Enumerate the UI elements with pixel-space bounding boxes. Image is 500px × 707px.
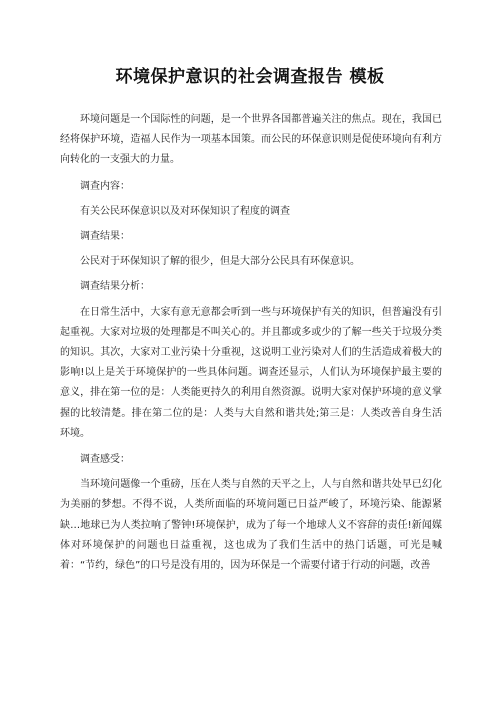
survey-feeling-paragraph: 当环境问题像一个重磅，压在人类与自然的天平之上，人与自然和谐共处早已幻化为美丽的梦想。不得不说，人类所面临的环境问题已日益严峻了，环境污染、能源紧缺…地球已为人类拉响了警钟!环境保护，成为了每一个地球人义不容辞的责任!新闻媒体对环境保护的问题也日益重视，这也成为了我们生活中的热门话题，可光是喊着：“节约，绿色”的口号是没有用的，因为环保是一个需要付诸于行动的问题，改善: [60, 479, 442, 572]
survey-result-heading: 调查结果：: [80, 231, 130, 243]
survey-feeling-heading: 调查感受：: [80, 454, 130, 466]
survey-analysis-heading: 调查结果分析：: [80, 281, 150, 293]
survey-result-text: 公民对于环保知识了解的很少，但是大部分公民具有环保意识。: [80, 256, 360, 268]
document-title: 环境保护意识的社会调查报告 模板: [115, 67, 385, 87]
document-body: [60, 110, 442, 582]
survey-analysis-paragraph: 在日常生活中，大家有意无意都会听到一些与环境保护有关的知识，但普遍没有引起重视。大家对垃圾的处理都是不叫关心的。并且都或多或少的了解一些关于垃圾分类的知识。其次，大家对工业污染十分重视，这说明工业污染对人们的生活造成着极大的影响!以上是关于环境保护的一些具体问题。调查还显示，人们认为环境保护最主要的意义，排在第一位的是：人类能更持久的利用自然资源。说明大家对保护环境的意义掌握的比较清楚。排在第二位的是：人类与大自然和谐共处;第三是：人类改善自身生活环境。: [60, 306, 442, 439]
survey-content-text: 有关公民环保意识以及对环保知识了程度的调查: [80, 205, 290, 217]
intro-paragraph: 环境问题是一个国际性的问题，是一个世界各国都普遍关注的焦点。现在，我国已经将保护环境，造福人民作为一项基本国策。而公民的环保意识则是促使环境向有利方向转化的一支强大的力量。: [60, 114, 442, 166]
survey-content-heading: 调查内容：: [80, 180, 130, 192]
